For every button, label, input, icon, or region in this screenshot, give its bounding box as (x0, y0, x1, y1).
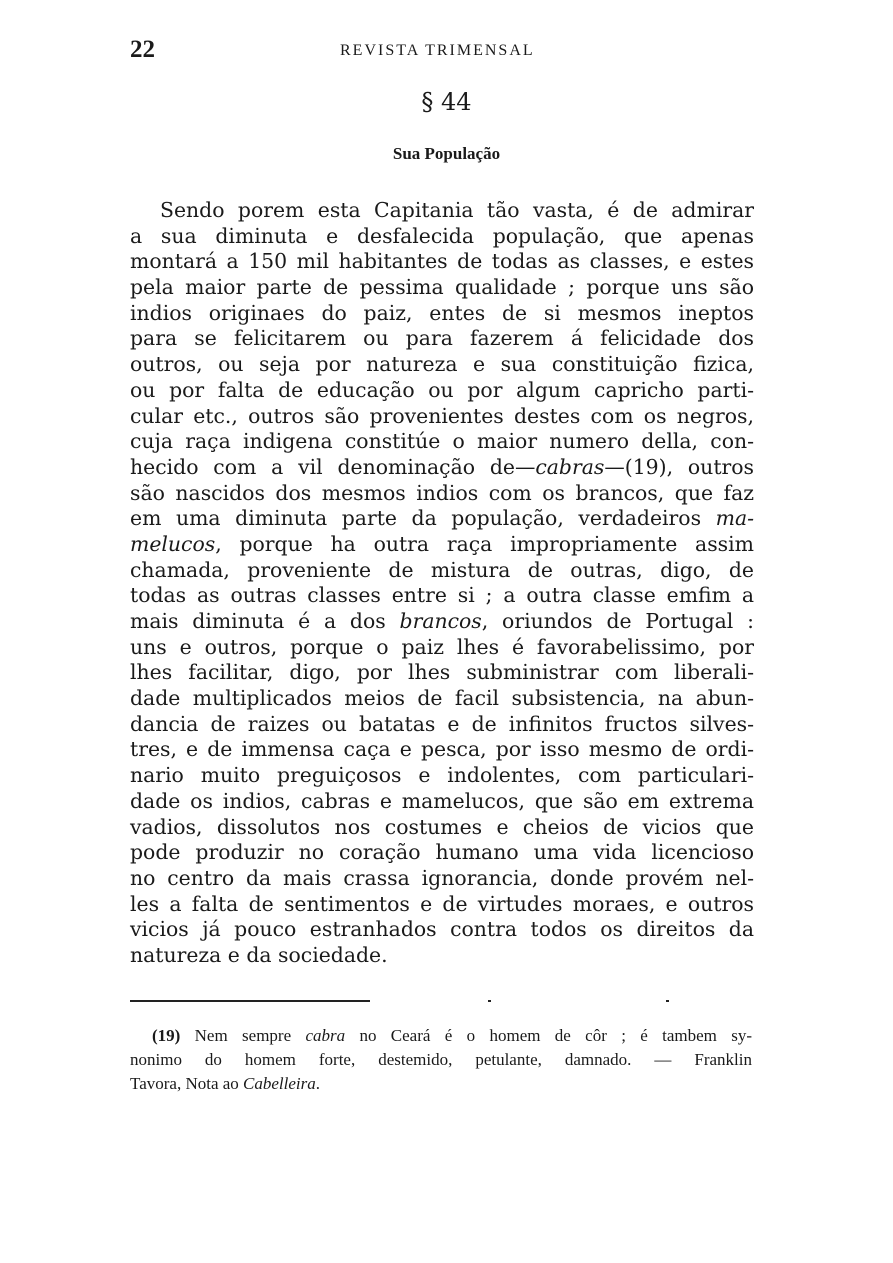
text-line (130, 635, 754, 661)
text-run: Sendo porem esta Capitania tão vasta, é de admirar (160, 198, 754, 222)
text-line (130, 686, 754, 712)
text-run: para se felicitarem ou para fazerem á felicidade dos (130, 326, 754, 351)
text-run: vicios já pouco estranhados contra todos os direitos da (130, 917, 754, 942)
page-number: 22 (130, 36, 155, 63)
text-line (130, 660, 754, 686)
text-run: tres, e de immensa caça e pesca, por isso mesmo de ordi- (130, 737, 754, 762)
text-run: outros, ou seja por natureza e sua constituição fizica, (130, 352, 754, 377)
text-line (130, 558, 754, 584)
footnote (130, 1024, 752, 1096)
text-line (130, 789, 754, 815)
text-run: ou por falta de educação ou por algum capricho parti- (130, 377, 754, 402)
text-line (130, 737, 754, 763)
text-line (130, 275, 754, 301)
text-run: dade multiplicados meios de facil subsistencia, na abun- (130, 686, 754, 711)
text-run: mais diminuta é a dos (130, 609, 400, 633)
section-number: § 44 (421, 88, 472, 116)
text-run: indios originaes do paiz, entes de si mesmos ineptos (130, 300, 754, 325)
text-line (130, 943, 754, 969)
text-run: nario muito preguiçosos e indolentes, com particulari- (130, 763, 754, 788)
footnote-number: (19) (152, 1026, 195, 1045)
text-run: em uma diminuta parte da população, verdadeiros (130, 506, 716, 531)
text-line (130, 763, 754, 789)
text-run: chamada, proveniente de mistura de outras, digo, de (130, 557, 754, 582)
text-run: cular etc., outros são provenientes destes com os negros, (130, 403, 754, 428)
text-line (130, 455, 754, 481)
text-line (130, 481, 754, 507)
text-line (130, 840, 754, 866)
text-line (130, 506, 754, 532)
text-run: dade os indios, cabras e mamelucos, que são em extrema (130, 788, 754, 813)
italic-text: Cabelleira (243, 1074, 316, 1093)
text-line (130, 583, 754, 609)
italic-text: cabra (305, 1026, 346, 1045)
text-line (130, 917, 754, 943)
text-line (130, 866, 754, 892)
italic-text: melucos (130, 531, 216, 556)
italic-text: ma- (715, 506, 754, 531)
text-run: montará a 150 mil habitantes de todas as classes, e estes (130, 249, 754, 274)
text-line (130, 609, 754, 635)
text-run: , oriundos de Portugal : (481, 609, 754, 633)
text-run: Tavora, Nota ao (130, 1074, 244, 1093)
text-line (130, 352, 754, 378)
text-run: todas as outras classes entre si ; a outra classe emfim a (130, 583, 754, 608)
text-run: no centro da mais crassa ignorancia, donde provém nel- (130, 865, 754, 890)
text-run: natureza e da sociedade. (130, 942, 388, 967)
text-run: hecido com a vil denominação de— (130, 454, 536, 479)
section-title: Sua População (392, 144, 501, 163)
text-run: —(19), outros (604, 454, 754, 479)
footnote-separator-rule-dot (666, 1000, 669, 1002)
text-line (130, 404, 754, 430)
text-run: vadios, dissolutos nos costumes e cheios de vicios que (130, 814, 754, 839)
text-line (130, 224, 754, 250)
body-paragraph (130, 198, 754, 969)
footnote-line (130, 1024, 752, 1048)
text-run: pela maior parte de pessima qualidade ; porque uns são (130, 275, 754, 300)
text-line (130, 429, 754, 455)
footnote-line (130, 1072, 752, 1096)
text-line (130, 378, 754, 404)
text-run: uns e outros, porque o paiz lhes é favorabelissimo, por (130, 634, 754, 659)
text-run: pode produzir no coração humano uma vida licencioso (130, 840, 754, 865)
text-run: no Ceará é o homem de côr ; é tambem sy- (345, 1026, 753, 1045)
italic-text: brancos (399, 609, 482, 633)
text-line (130, 712, 754, 738)
text-run: lhes facilitar, digo, por lhes subministrar com liberali- (130, 660, 754, 685)
text-line (130, 198, 754, 224)
footnote-separator-rule-dot (488, 1000, 491, 1002)
text-line (130, 532, 754, 558)
text-run: . (315, 1074, 321, 1093)
italic-text: cabras (535, 454, 605, 479)
text-run: nonimo do homem forte, destemido, petulante, damnado. — Franklin (130, 1050, 752, 1069)
text-line (130, 301, 754, 327)
text-run: cuja raça indigena constitúe o maior numero della, con- (130, 429, 754, 454)
text-line (130, 815, 754, 841)
text-line (130, 892, 754, 918)
text-run: les a falta de sentimentos e de virtudes moraes, e outros (130, 891, 754, 916)
footnote-line (130, 1048, 752, 1072)
text-run: Nem sempre (194, 1026, 306, 1045)
text-run: , porque ha outra raça impropriamente assim (215, 531, 754, 556)
running-head: REVISTA TRIMENSAL (340, 42, 535, 59)
text-run: são nascidos dos mesmos indios com os brancos, que faz (130, 480, 754, 505)
text-run: dancia de raizes ou batatas e de infinitos fructos silves- (130, 711, 754, 736)
text-line (130, 326, 754, 352)
text-line (130, 249, 754, 275)
text-run: a sua diminuta e desfalecida população, que apenas (130, 223, 754, 248)
footnote-separator-rule (130, 1000, 370, 1002)
